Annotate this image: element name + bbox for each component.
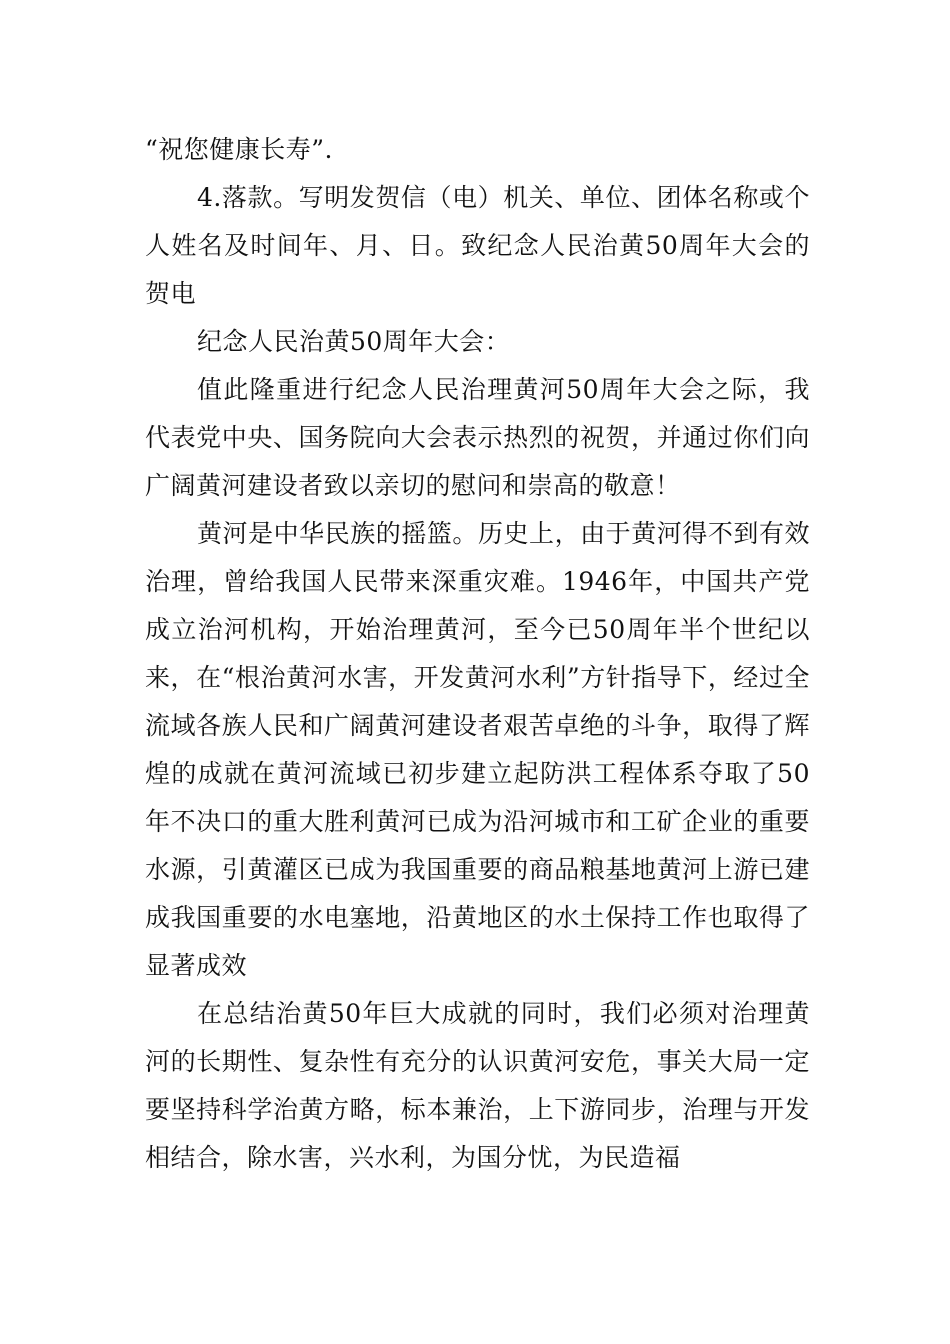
- paragraph-signature-rule: 4.落款。写明发贺信（电）机关、单位、团体名称或个人姓名及时间年、月、日。致纪念人民治黄50周年大会的贺电: [145, 183, 810, 308]
- paragraph-congratulation: 值此隆重进行纪念人民治理黄河50周年大会之际，我代表党中央、国务院向大会表示热烈的祝贺，并通过你们向广阔黄河建设者致以亲切的慰问和崇高的敬意！: [145, 375, 810, 500]
- paragraph-strategy: 在总结治黄50年巨大成就的同时，我们必须对治理黄河的长期性、复杂性有充分的认识黄河安危，事关大局一定要坚持科学治黄方略，标本兼治，上下游同步，治理与开发相结合，除水害，兴水利，为国分忧，为民造福: [145, 999, 810, 1172]
- paragraph-salutation: 纪念人民治黄50周年大会：: [197, 327, 511, 356]
- document-body: [145, 126, 810, 1182]
- paragraph-closing-wish: “祝您健康长寿”.: [145, 135, 334, 164]
- paragraph-history: 黄河是中华民族的摇篮。历史上，由于黄河得不到有效治理，曾给我国人民带来深重灾难。1946年，中国共产党成立治河机构，开始治理黄河，至今已50周年半个世纪以来，在“根治黄河水害，开发黄河水利”方针指导下，经过全流域各族人民和广阔黄河建设者艰苦卓绝的斗争，取得了辉煌的成就在黄河流域已初步建立起防洪工程体系夺取了50年不决口的重大胜利黄河已成为沿河城市和工矿企业的重要水源，引黄灌区已成为我国重要的商品粮基地黄河上游已建成我国重要的水电塞地，沿黄地区的水土保持工作也取得了显著成效: [145, 519, 810, 980]
